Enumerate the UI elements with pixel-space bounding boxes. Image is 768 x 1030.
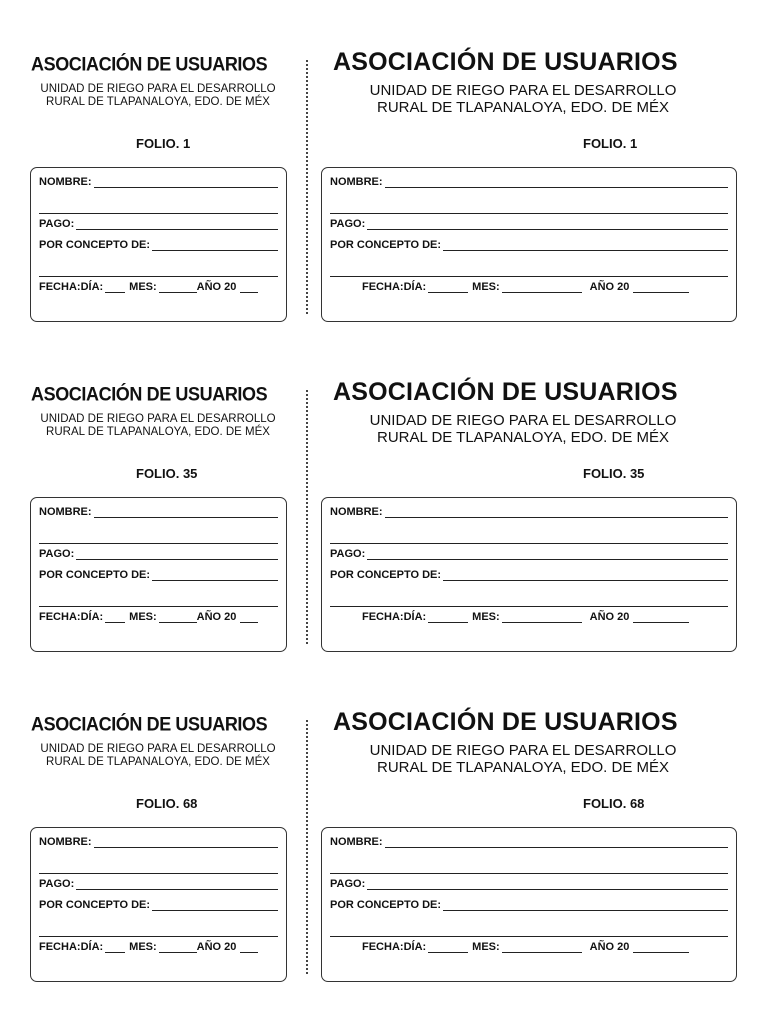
stub-subtitle <box>30 83 286 109</box>
nombre-line <box>385 508 728 518</box>
pago-line <box>76 550 278 560</box>
dia-label: DÍA: <box>403 941 427 953</box>
concepto-field[interactable] <box>39 899 278 911</box>
anio-label: AÑO 20 <box>589 611 630 623</box>
concepto-label: POR CONCEPTO DE: <box>330 899 442 911</box>
nombre-label: NOMBRE: <box>330 176 383 188</box>
mes-label: MES: <box>129 941 157 953</box>
dia-line <box>428 943 468 953</box>
dia-line <box>105 283 125 293</box>
nombre-extra-line <box>330 873 728 874</box>
pago-label: PAGO: <box>39 548 75 560</box>
stub-subtitle <box>30 743 286 769</box>
concepto-extra-line <box>39 936 278 937</box>
stub-subtitle-line1: UNIDAD DE RIEGO PARA EL DESARROLLO <box>40 413 276 425</box>
main-title: ASOCIACIÓN DE USUARIOS <box>333 708 678 736</box>
main-subtitle <box>330 742 716 776</box>
concepto-line <box>443 901 728 911</box>
cut-line-1 <box>306 60 308 314</box>
nombre-extra-line <box>39 873 278 874</box>
main-title: ASOCIACIÓN DE USUARIOS <box>333 48 678 76</box>
stub-subtitle <box>30 413 286 439</box>
dia-label: DÍA: <box>403 611 427 623</box>
dia-label: DÍA: <box>403 281 427 293</box>
concepto-label: POR CONCEPTO DE: <box>39 239 151 251</box>
anio-line <box>240 943 258 953</box>
mes-line <box>502 283 582 293</box>
stub-subtitle-line1: UNIDAD DE RIEGO PARA EL DESARROLLO <box>40 743 276 755</box>
main-form-box <box>321 167 737 322</box>
nombre-extra-line <box>330 543 728 544</box>
nombre-label: NOMBRE: <box>39 836 92 848</box>
receipt-ticket-3 <box>0 700 768 1030</box>
stub-subtitle-line2: RURAL DE TLAPANALOYA, EDO. DE MÉX <box>46 96 270 108</box>
stub-subtitle-line1: UNIDAD DE RIEGO PARA EL DESARROLLO <box>40 83 276 95</box>
anio-label: AÑO 20 <box>196 281 237 293</box>
pago-line <box>367 880 728 890</box>
fecha-field[interactable] <box>39 611 278 623</box>
main-subtitle-line1: UNIDAD DE RIEGO PARA EL DESARROLLO <box>369 82 677 99</box>
anio-label: AÑO 20 <box>589 281 630 293</box>
concepto-label: POR CONCEPTO DE: <box>39 569 151 581</box>
concepto-field[interactable] <box>330 899 728 911</box>
pago-field[interactable] <box>39 218 278 230</box>
mes-line <box>159 283 197 293</box>
nombre-label: NOMBRE: <box>330 506 383 518</box>
concepto-line <box>443 241 728 251</box>
receipt-ticket-1 <box>0 40 768 370</box>
dia-label: DÍA: <box>80 611 104 623</box>
nombre-label: NOMBRE: <box>330 836 383 848</box>
fecha-label: FECHA: <box>362 281 404 293</box>
concepto-label: POR CONCEPTO DE: <box>330 239 442 251</box>
main-subtitle-line1: UNIDAD DE RIEGO PARA EL DESARROLLO <box>369 742 677 759</box>
fecha-label: FECHA: <box>39 941 81 953</box>
stub-subtitle-line2: RURAL DE TLAPANALOYA, EDO. DE MÉX <box>46 426 270 438</box>
pago-field[interactable] <box>39 548 278 560</box>
anio-label: AÑO 20 <box>589 941 630 953</box>
concepto-extra-line <box>330 606 728 607</box>
nombre-line <box>385 838 728 848</box>
anio-label: AÑO 20 <box>196 611 237 623</box>
main-folio: FOLIO. 68 <box>583 796 645 811</box>
main-folio: FOLIO. 35 <box>583 466 645 481</box>
nombre-field[interactable] <box>330 836 728 848</box>
mes-label: MES: <box>472 611 500 623</box>
fecha-field[interactable] <box>362 941 728 953</box>
pago-label: PAGO: <box>330 878 366 890</box>
concepto-field[interactable] <box>330 569 728 581</box>
main-title: ASOCIACIÓN DE USUARIOS <box>333 378 678 406</box>
stub-form-box <box>30 497 287 652</box>
fecha-label: FECHA: <box>362 941 404 953</box>
concepto-label: POR CONCEPTO DE: <box>39 899 151 911</box>
fecha-label: FECHA: <box>39 281 81 293</box>
concepto-extra-line <box>330 276 728 277</box>
nombre-extra-line <box>330 213 728 214</box>
pago-line <box>367 220 728 230</box>
concepto-line <box>152 241 278 251</box>
nombre-extra-line <box>39 543 278 544</box>
pago-label: PAGO: <box>39 878 75 890</box>
pago-line <box>76 220 278 230</box>
main-subtitle-line2: RURAL DE TLAPANALOYA, EDO. DE MÉX <box>376 429 670 446</box>
mes-label: MES: <box>472 941 500 953</box>
nombre-line <box>385 178 728 188</box>
anio-label: AÑO 20 <box>196 941 237 953</box>
nombre-extra-line <box>39 213 278 214</box>
fecha-field[interactable] <box>39 281 278 293</box>
dia-label: DÍA: <box>80 281 104 293</box>
main-subtitle <box>330 412 716 446</box>
concepto-extra-line <box>39 276 278 277</box>
anio-line <box>633 943 689 953</box>
nombre-line <box>94 178 278 188</box>
fecha-field[interactable] <box>362 611 728 623</box>
main-subtitle-line2: RURAL DE TLAPANALOYA, EDO. DE MÉX <box>376 99 670 116</box>
dia-line <box>428 283 468 293</box>
main-subtitle-line1: UNIDAD DE RIEGO PARA EL DESARROLLO <box>369 412 677 429</box>
main-subtitle-line2: RURAL DE TLAPANALOYA, EDO. DE MÉX <box>376 759 670 776</box>
concepto-extra-line <box>330 936 728 937</box>
pago-field[interactable] <box>330 548 728 560</box>
fecha-label: FECHA: <box>39 611 81 623</box>
concepto-field[interactable] <box>39 569 278 581</box>
concepto-label: POR CONCEPTO DE: <box>330 569 442 581</box>
stub-folio: FOLIO. 1 <box>136 136 191 151</box>
mes-line <box>502 613 582 623</box>
nombre-label: NOMBRE: <box>39 176 92 188</box>
dia-line <box>105 613 125 623</box>
stub-folio: FOLIO. 68 <box>136 796 198 811</box>
nombre-line <box>94 508 278 518</box>
cut-line-2 <box>306 390 308 644</box>
main-form-box <box>321 827 737 982</box>
nombre-line <box>94 838 278 848</box>
concepto-field[interactable] <box>330 239 728 251</box>
pago-line <box>367 550 728 560</box>
main-folio: FOLIO. 1 <box>583 136 638 151</box>
mes-label: MES: <box>129 281 157 293</box>
fecha-field[interactable] <box>39 941 278 953</box>
dia-line <box>105 943 125 953</box>
concepto-line <box>152 901 278 911</box>
anio-line <box>633 283 689 293</box>
fecha-label: FECHA: <box>362 611 404 623</box>
nombre-field[interactable] <box>39 836 278 848</box>
cut-line-3 <box>306 720 308 974</box>
pago-line <box>76 880 278 890</box>
mes-line <box>502 943 582 953</box>
concepto-line <box>152 571 278 581</box>
receipt-ticket-2 <box>0 370 768 700</box>
main-subtitle <box>330 82 716 116</box>
fecha-field[interactable] <box>362 281 728 293</box>
stub-folio: FOLIO. 35 <box>136 466 198 481</box>
mes-line <box>159 943 197 953</box>
mes-line <box>159 613 197 623</box>
nombre-field[interactable] <box>330 506 728 518</box>
stub-title: ASOCIACIÓN DE USUARIOS <box>31 713 268 735</box>
concepto-field[interactable] <box>39 239 278 251</box>
stub-form-box <box>30 827 287 982</box>
stub-form-box <box>30 167 287 322</box>
stub-title: ASOCIACIÓN DE USUARIOS <box>31 53 268 75</box>
stub-subtitle-line2: RURAL DE TLAPANALOYA, EDO. DE MÉX <box>46 756 270 768</box>
concepto-line <box>443 571 728 581</box>
dia-line <box>428 613 468 623</box>
anio-line <box>240 283 258 293</box>
mes-label: MES: <box>472 281 500 293</box>
stub-title: ASOCIACIÓN DE USUARIOS <box>31 383 268 405</box>
nombre-field[interactable] <box>330 176 728 188</box>
pago-field[interactable] <box>330 218 728 230</box>
nombre-label: NOMBRE: <box>39 506 92 518</box>
nombre-field[interactable] <box>39 176 278 188</box>
pago-label: PAGO: <box>330 548 366 560</box>
nombre-field[interactable] <box>39 506 278 518</box>
pago-field[interactable] <box>39 878 278 890</box>
pago-label: PAGO: <box>330 218 366 230</box>
dia-label: DÍA: <box>80 941 104 953</box>
mes-label: MES: <box>129 611 157 623</box>
concepto-extra-line <box>39 606 278 607</box>
main-form-box <box>321 497 737 652</box>
pago-label: PAGO: <box>39 218 75 230</box>
anio-line <box>240 613 258 623</box>
anio-line <box>633 613 689 623</box>
pago-field[interactable] <box>330 878 728 890</box>
